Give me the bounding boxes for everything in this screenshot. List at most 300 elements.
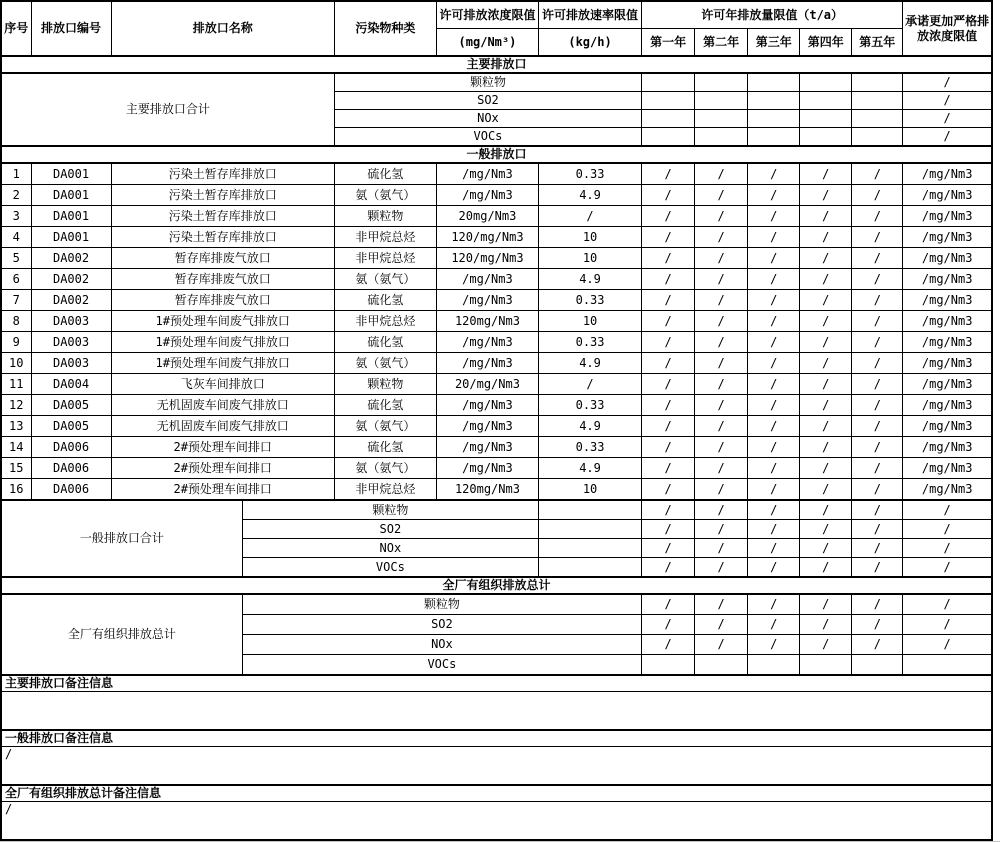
outlet-id-cell: DA006 (31, 458, 111, 479)
year-cell: / (695, 437, 748, 458)
year-cell: / (852, 248, 903, 269)
year-cell: / (852, 615, 903, 635)
rate-limit-cell: / (539, 374, 642, 395)
col-header-annual-limit: 许可年排放量限值（t/a） (642, 1, 903, 29)
year-cell: / (695, 416, 748, 437)
general-total-label: 一般排放口合计 (1, 500, 242, 577)
rate-limit-cell: 10 (539, 227, 642, 248)
year-cell: / (695, 185, 748, 206)
outlet-id-cell: DA004 (31, 374, 111, 395)
pollutant-cell: SO2 (242, 615, 641, 635)
col-header-year2: 第二年 (695, 29, 748, 57)
year-cell: / (642, 206, 695, 227)
year-cell: / (695, 163, 748, 185)
year-cell: / (695, 558, 748, 578)
pollutant-cell: 非甲烷总烃 (334, 248, 436, 269)
section-title: 全厂有组织排放总计 (1, 577, 992, 594)
rate-limit-cell: 0.33 (539, 290, 642, 311)
year-cell-empty (695, 92, 748, 110)
year-cell: / (642, 374, 695, 395)
serial-number-cell: 14 (1, 437, 31, 458)
year-cell: / (642, 353, 695, 374)
year-cell: / (695, 227, 748, 248)
outlet-id-cell: DA001 (31, 185, 111, 206)
year-cell: / (642, 332, 695, 353)
year-cell: / (852, 558, 903, 578)
serial-number-cell: 2 (1, 185, 31, 206)
stricter-cell: / (903, 635, 992, 655)
year-cell: / (642, 290, 695, 311)
conc-limit-cell: 120mg/Nm3 (436, 479, 538, 501)
year-cell: / (852, 635, 903, 655)
year-cell: / (642, 635, 695, 655)
pollutant-cell: 氨（氨气） (334, 416, 436, 437)
pollutant-cell: 颗粒物 (334, 374, 436, 395)
year-cell: / (852, 500, 903, 520)
year-cell-empty (852, 110, 903, 128)
year-cell: / (748, 332, 800, 353)
year-cell (695, 655, 748, 676)
year-cell: / (800, 269, 852, 290)
stricter-cell: / (903, 539, 992, 558)
conc-limit-cell: /mg/Nm3 (436, 395, 538, 416)
serial-number-cell: 5 (1, 248, 31, 269)
year-cell: / (695, 311, 748, 332)
pollutant-cell: VOCs (334, 128, 641, 147)
stricter-cell: / (903, 558, 992, 578)
remark-value-plant (1, 802, 992, 841)
pollutant-cell: NOx (242, 635, 641, 655)
col-header-outlet-id: 排放口编号 (31, 1, 111, 56)
stricter-cell: / (903, 594, 992, 615)
outlet-row (1, 416, 992, 437)
remark-value: / (1, 802, 992, 841)
stricter-cell: /mg/Nm3 (903, 458, 992, 479)
remark-label: 一般排放口备注信息 (1, 730, 992, 747)
year-cell: / (852, 353, 903, 374)
year-cell: / (800, 374, 852, 395)
outlet-id-cell: DA003 (31, 332, 111, 353)
year-cell: / (642, 500, 695, 520)
year-cell: / (852, 416, 903, 437)
outlet-id-cell: DA001 (31, 227, 111, 248)
pollutant-cell: 颗粒物 (242, 594, 641, 615)
conc-limit-cell: /mg/Nm3 (436, 163, 538, 185)
year-cell: / (695, 374, 748, 395)
year-cell: / (852, 185, 903, 206)
outlet-id-cell: DA002 (31, 290, 111, 311)
col-header-year1: 第一年 (642, 29, 695, 57)
year-cell-empty (800, 128, 852, 147)
year-cell: / (748, 206, 800, 227)
remark-label: 主要排放口备注信息 (1, 675, 992, 692)
year-cell-empty (695, 128, 748, 147)
stricter-cell: / (903, 520, 992, 539)
outlet-row (1, 248, 992, 269)
plant-total-label: 全厂有组织排放总计 (1, 594, 242, 675)
rate-limit-cell: 4.9 (539, 269, 642, 290)
year-cell (852, 655, 903, 676)
remark-value: / (1, 747, 992, 786)
year-cell: / (695, 520, 748, 539)
year-cell: / (852, 332, 903, 353)
year-cell: / (748, 227, 800, 248)
stricter-cell: /mg/Nm3 (903, 311, 992, 332)
year-cell-empty (800, 73, 852, 92)
year-cell: / (800, 500, 852, 520)
year-cell: / (748, 353, 800, 374)
outlet-name-cell: 1#预处理车间废气排放口 (111, 353, 334, 374)
year-cell: / (800, 395, 852, 416)
conc-limit-cell: /mg/Nm3 (436, 437, 538, 458)
year-cell: / (748, 594, 800, 615)
outlet-id-cell: DA003 (31, 311, 111, 332)
pollutant-cell: 非甲烷总烃 (334, 311, 436, 332)
pollutant-cell: 氨（氨气） (334, 185, 436, 206)
year-cell: / (748, 269, 800, 290)
year-cell: / (695, 332, 748, 353)
stricter-cell: /mg/Nm3 (903, 395, 992, 416)
year-cell: / (852, 437, 903, 458)
section-title: 一般排放口 (1, 146, 992, 163)
year-cell: / (800, 539, 852, 558)
year-cell-empty (852, 92, 903, 110)
pollutant-cell: 颗粒物 (334, 73, 641, 92)
year-cell-empty (642, 92, 695, 110)
year-cell: / (695, 353, 748, 374)
conc-limit-cell: 120/mg/Nm3 (436, 248, 538, 269)
header-row-1 (1, 1, 992, 29)
pollutant-cell: 硫化氢 (334, 332, 436, 353)
outlet-row (1, 311, 992, 332)
rate-limit-cell: 0.33 (539, 332, 642, 353)
conc-limit-cell: /mg/Nm3 (436, 269, 538, 290)
serial-number-cell: 7 (1, 290, 31, 311)
outlet-name-cell: 无机固废车间废气排放口 (111, 395, 334, 416)
rate-cell-empty (539, 520, 642, 539)
outlet-row (1, 437, 992, 458)
serial-number-cell: 8 (1, 311, 31, 332)
main-total-label: 主要排放口合计 (1, 73, 334, 146)
rate-limit-cell: 4.9 (539, 185, 642, 206)
year-cell: / (748, 558, 800, 578)
outlet-name-cell: 污染土暂存库排放口 (111, 163, 334, 185)
year-cell: / (800, 615, 852, 635)
outlet-name-cell: 1#预处理车间废气排放口 (111, 311, 334, 332)
outlet-name-cell: 暂存库排废气放口 (111, 269, 334, 290)
year-cell: / (695, 539, 748, 558)
conc-limit-cell: 120mg/Nm3 (436, 311, 538, 332)
year-cell: / (642, 479, 695, 501)
year-cell: / (852, 458, 903, 479)
year-cell: / (695, 479, 748, 501)
outlet-name-cell: 飞灰车间排放口 (111, 374, 334, 395)
pollutant-cell: 硫化氢 (334, 163, 436, 185)
stricter-cell: /mg/Nm3 (903, 163, 992, 185)
year-cell-empty (800, 92, 852, 110)
rate-limit-cell: 4.9 (539, 458, 642, 479)
year-cell: / (642, 227, 695, 248)
outlet-id-cell: DA005 (31, 416, 111, 437)
stricter-cell: / (903, 615, 992, 635)
outlet-id-cell: DA002 (31, 248, 111, 269)
year-cell: / (800, 479, 852, 501)
year-cell: / (642, 185, 695, 206)
year-cell: / (748, 290, 800, 311)
col-header-serial: 序号 (1, 1, 31, 56)
stricter-cell: / (903, 92, 992, 110)
col-header-rate-limit: 许可排放速率限值 (539, 1, 642, 29)
outlet-row (1, 458, 992, 479)
year-cell: / (748, 163, 800, 185)
year-cell: / (695, 248, 748, 269)
remark-value-main (1, 692, 992, 731)
year-cell-empty (695, 110, 748, 128)
pollutant-cell: 颗粒物 (334, 206, 436, 227)
pollutant-cell: 颗粒物 (242, 500, 538, 520)
serial-number-cell: 3 (1, 206, 31, 227)
year-cell: / (642, 437, 695, 458)
outlet-name-cell: 污染土暂存库排放口 (111, 227, 334, 248)
year-cell-empty (852, 73, 903, 92)
conc-limit-cell: /mg/Nm3 (436, 416, 538, 437)
col-header-conc-unit: (mg/Nm³) (436, 29, 538, 57)
year-cell: / (695, 500, 748, 520)
year-cell-empty (852, 128, 903, 147)
year-cell: / (800, 458, 852, 479)
remark-header-general (1, 730, 992, 747)
year-cell: / (852, 539, 903, 558)
year-cell: / (748, 416, 800, 437)
pollutant-cell: 氨（氨气） (334, 458, 436, 479)
year-cell: / (748, 520, 800, 539)
col-header-year4: 第四年 (800, 29, 852, 57)
serial-number-cell: 10 (1, 353, 31, 374)
main-total-row (1, 73, 992, 92)
outlet-id-cell: DA002 (31, 269, 111, 290)
year-cell: / (748, 458, 800, 479)
year-cell: / (800, 290, 852, 311)
stricter-cell: / (903, 73, 992, 92)
general-total-row (1, 500, 992, 520)
col-header-outlet-name: 排放口名称 (111, 1, 334, 56)
col-header-year3: 第三年 (748, 29, 800, 57)
year-cell: / (800, 206, 852, 227)
pollutant-cell: 氨（氨气） (334, 353, 436, 374)
pollutant-cell: 非甲烷总烃 (334, 479, 436, 501)
stricter-cell: /mg/Nm3 (903, 416, 992, 437)
stricter-cell: / (903, 500, 992, 520)
year-cell: / (800, 163, 852, 185)
conc-limit-cell: /mg/Nm3 (436, 458, 538, 479)
outlet-name-cell: 2#预处理车间排口 (111, 479, 334, 501)
year-cell: / (800, 185, 852, 206)
section-main-outlets (1, 56, 992, 73)
year-cell: / (695, 458, 748, 479)
year-cell: / (852, 290, 903, 311)
pollutant-cell: 氨（氨气） (334, 269, 436, 290)
outlet-row (1, 332, 992, 353)
outlet-id-cell: DA005 (31, 395, 111, 416)
pollutant-cell: NOx (242, 539, 538, 558)
serial-number-cell: 1 (1, 163, 31, 185)
conc-limit-cell: /mg/Nm3 (436, 353, 538, 374)
year-cell-empty (642, 110, 695, 128)
outlet-row (1, 374, 992, 395)
year-cell: / (748, 185, 800, 206)
conc-limit-cell: 20/mg/Nm3 (436, 374, 538, 395)
year-cell: / (748, 615, 800, 635)
year-cell: / (852, 374, 903, 395)
year-cell: / (695, 635, 748, 655)
conc-limit-cell: /mg/Nm3 (436, 332, 538, 353)
stricter-cell: /mg/Nm3 (903, 290, 992, 311)
year-cell: / (695, 290, 748, 311)
outlet-id-cell: DA006 (31, 479, 111, 501)
year-cell: / (800, 520, 852, 539)
col-header-year5: 第五年 (852, 29, 903, 57)
year-cell: / (852, 520, 903, 539)
year-cell: / (800, 594, 852, 615)
outlet-row (1, 290, 992, 311)
year-cell: / (642, 594, 695, 615)
outlet-name-cell: 污染土暂存库排放口 (111, 206, 334, 227)
pollutant-cell: 硫化氢 (334, 395, 436, 416)
year-cell: / (695, 395, 748, 416)
year-cell: / (642, 615, 695, 635)
outlet-row (1, 163, 992, 185)
pollutant-cell: SO2 (242, 520, 538, 539)
outlet-name-cell: 2#预处理车间排口 (111, 437, 334, 458)
year-cell: / (695, 594, 748, 615)
year-cell: / (642, 539, 695, 558)
serial-number-cell: 13 (1, 416, 31, 437)
outlet-name-cell: 无机固废车间废气排放口 (111, 416, 334, 437)
serial-number-cell: 11 (1, 374, 31, 395)
year-cell: / (748, 311, 800, 332)
year-cell: / (800, 635, 852, 655)
outlet-rows (1, 163, 992, 500)
rate-limit-cell: 0.33 (539, 395, 642, 416)
outlet-row (1, 269, 992, 290)
year-cell: / (642, 520, 695, 539)
section-plant-total (1, 577, 992, 594)
year-cell-empty (642, 128, 695, 147)
pollutant-cell: VOCs (242, 655, 641, 676)
stricter-cell: /mg/Nm3 (903, 353, 992, 374)
year-cell: / (748, 248, 800, 269)
year-cell: / (800, 332, 852, 353)
outlet-name-cell: 1#预处理车间废气排放口 (111, 332, 334, 353)
rate-limit-cell: 10 (539, 479, 642, 501)
year-cell: / (800, 558, 852, 578)
pollutant-cell: SO2 (334, 92, 641, 110)
stricter-cell: /mg/Nm3 (903, 479, 992, 501)
year-cell: / (642, 558, 695, 578)
serial-number-cell: 9 (1, 332, 31, 353)
year-cell: / (642, 416, 695, 437)
stricter-cell: /mg/Nm3 (903, 185, 992, 206)
year-cell: / (748, 500, 800, 520)
stricter-cell: /mg/Nm3 (903, 332, 992, 353)
outlet-name-cell: 污染土暂存库排放口 (111, 185, 334, 206)
year-cell: / (642, 248, 695, 269)
rate-cell-empty (539, 558, 642, 578)
outlet-row (1, 206, 992, 227)
conc-limit-cell: 20mg/Nm3 (436, 206, 538, 227)
col-header-stricter-limit: 承诺更加严格排放浓度限值 (903, 1, 992, 56)
outlet-id-cell: DA006 (31, 437, 111, 458)
conc-limit-cell: /mg/Nm3 (436, 185, 538, 206)
remark-label: 全厂有组织排放总计备注信息 (1, 785, 992, 802)
stricter-cell: / (903, 110, 992, 128)
stricter-cell: /mg/Nm3 (903, 227, 992, 248)
year-cell: / (642, 395, 695, 416)
year-cell-empty (748, 110, 800, 128)
remark-value-general (1, 747, 992, 786)
conc-limit-cell: 120/mg/Nm3 (436, 227, 538, 248)
year-cell-empty (800, 110, 852, 128)
rate-limit-cell: / (539, 206, 642, 227)
year-cell-empty (695, 73, 748, 92)
year-cell (642, 655, 695, 676)
year-cell-empty (642, 73, 695, 92)
year-cell: / (748, 395, 800, 416)
year-cell: / (852, 227, 903, 248)
year-cell (800, 655, 852, 676)
serial-number-cell: 6 (1, 269, 31, 290)
conc-limit-cell: /mg/Nm3 (436, 290, 538, 311)
year-cell: / (852, 311, 903, 332)
year-cell: / (695, 615, 748, 635)
col-header-conc-limit: 许可排放浓度限值 (436, 1, 538, 29)
year-cell: / (852, 479, 903, 501)
year-cell (748, 655, 800, 676)
year-cell: / (748, 479, 800, 501)
pollutant-cell: NOx (334, 110, 641, 128)
outlet-name-cell: 暂存库排废气放口 (111, 290, 334, 311)
year-cell: / (642, 269, 695, 290)
rate-cell-empty (539, 500, 642, 520)
year-cell: / (642, 163, 695, 185)
outlet-name-cell: 2#预处理车间排口 (111, 458, 334, 479)
outlet-row (1, 395, 992, 416)
year-cell: / (800, 416, 852, 437)
year-cell: / (800, 437, 852, 458)
year-cell: / (695, 206, 748, 227)
remark-value (1, 692, 992, 731)
year-cell: / (748, 437, 800, 458)
year-cell: / (852, 206, 903, 227)
year-cell: / (642, 458, 695, 479)
remark-header-main (1, 675, 992, 692)
serial-number-cell: 4 (1, 227, 31, 248)
col-header-pollutant: 污染物种类 (334, 1, 436, 56)
outlet-name-cell: 暂存库排废气放口 (111, 248, 334, 269)
remark-header-plant (1, 785, 992, 802)
year-cell: / (800, 353, 852, 374)
outlet-id-cell: DA001 (31, 163, 111, 185)
rate-limit-cell: 0.33 (539, 163, 642, 185)
year-cell: / (852, 395, 903, 416)
rate-limit-cell: 0.33 (539, 437, 642, 458)
year-cell: / (748, 539, 800, 558)
outlet-row (1, 479, 992, 501)
serial-number-cell: 12 (1, 395, 31, 416)
pollutant-cell: 硫化氢 (334, 437, 436, 458)
outlet-id-cell: DA003 (31, 353, 111, 374)
serial-number-cell: 15 (1, 458, 31, 479)
